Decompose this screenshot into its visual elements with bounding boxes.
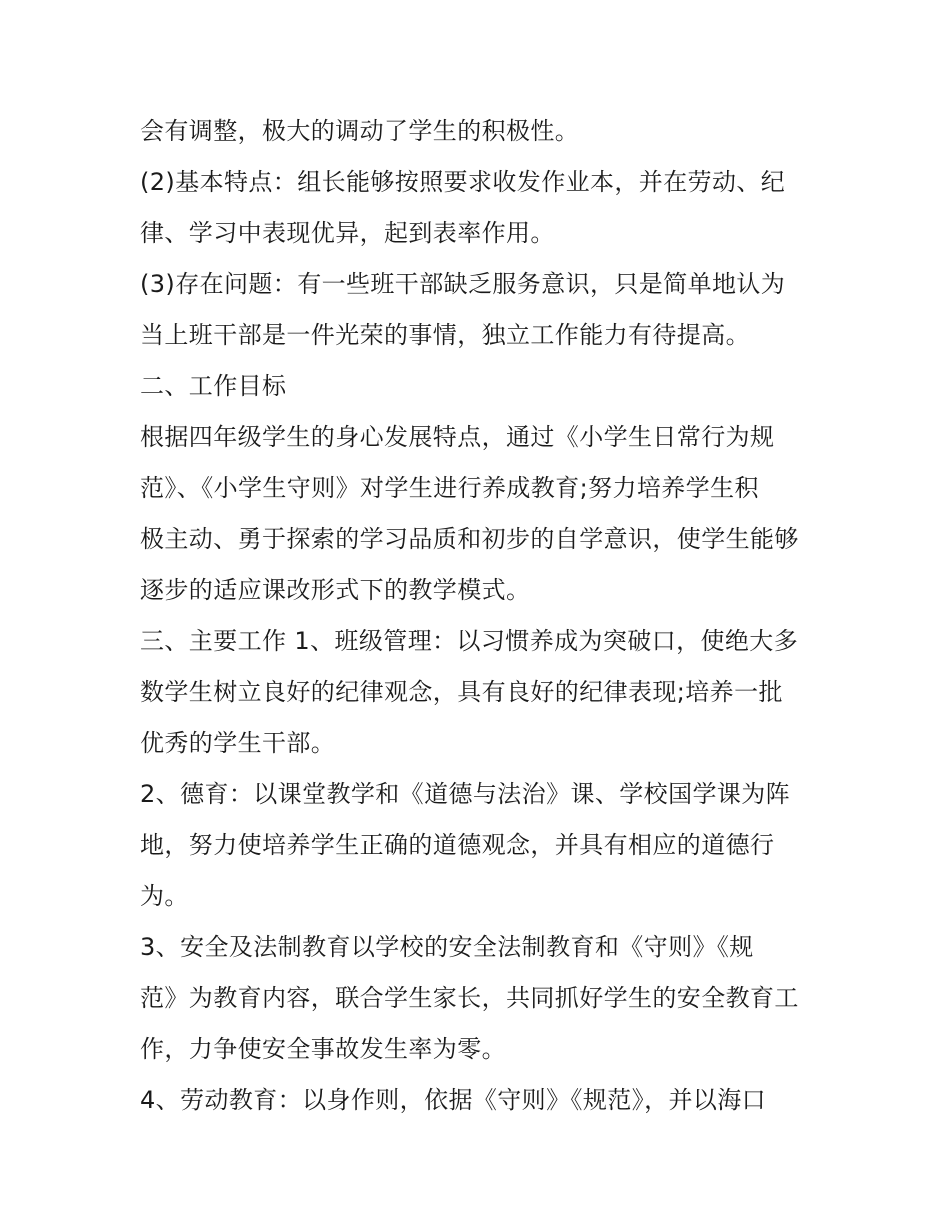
text-line: 范》、《小学生守则》对学生进行养成教育;努力培养学生积 [140, 474, 759, 502]
text-line: 为。 [140, 882, 189, 910]
text-line: 地，努力使培养学生正确的道德观念，并具有相应的道德行 [140, 831, 775, 859]
text-line: 律、学习中表现优异，起到表率作用。 [140, 219, 555, 247]
text-line: 4、劳动教育：以身作则，依据《守则》《规范》，并以海口 [140, 1086, 767, 1114]
text-line: 逐步的适应课改形式下的教学模式。 [140, 576, 531, 604]
text-line: 根据四年级学生的身心发展特点，通过《小学生日常行为规 [140, 423, 775, 451]
text-line: 会有调整，极大的调动了学生的积极性。 [140, 117, 580, 145]
section-heading: 二、工作目标 [140, 372, 287, 400]
text-line: 极主动、勇于探索的学习品质和初步的自学意识，使学生能够 [140, 525, 799, 553]
text-line: 优秀的学生干部。 [140, 729, 336, 757]
text-line: (3)存在问题：有一些班干部缺乏服务意识，只是简单地认为 [140, 270, 786, 298]
text-line: (2)基本特点：组长能够按照要求收发作业本，并在劳动、纪 [140, 168, 786, 196]
text-line: 3、安全及法制教育以学校的安全法制教育和《守则》《规 [140, 933, 754, 961]
text-line: 2、德育：以课堂教学和《道德与法治》课、学校国学课为阵 [140, 780, 791, 808]
text-line: 作，力争使安全事故发生率为零。 [140, 1035, 506, 1063]
section-heading: 三、主要工作 1、班级管理：以习惯养成为突破口，使绝大多 [140, 627, 799, 655]
text-line: 范》为教育内容，联合学生家长，共同抓好学生的安全教育工 [140, 984, 799, 1012]
document-body [140, 106, 820, 1126]
text-line: 数学生树立良好的纪律观念，具有良好的纪律表现;培养一批 [140, 678, 783, 706]
text-line: 当上班干部是一件光荣的事情，独立工作能力有待提高。 [140, 321, 750, 349]
